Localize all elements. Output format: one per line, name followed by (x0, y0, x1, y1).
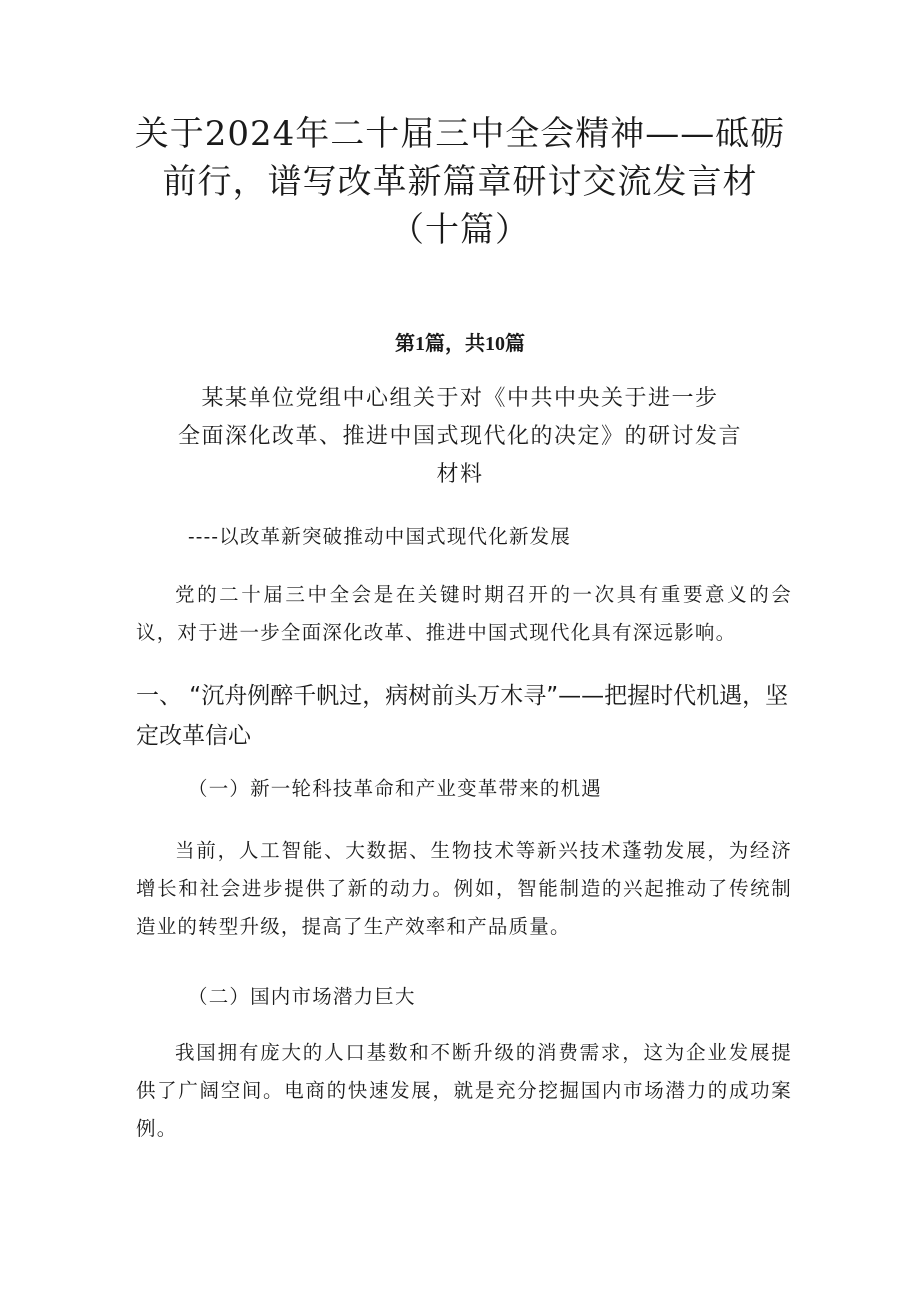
title-line-3: （十篇） (390, 210, 530, 250)
intro-paragraph: 党的二十届三中全会是在关键时期召开的一次具有重要意义的会议，对于进一步全面深化改革、推进中国式现代化具有深远影响。 (136, 583, 792, 644)
subsection-heading-1: （一）新一轮科技革命和产业变革带来的机遇 (188, 777, 603, 800)
subsection-heading-2: （二）国内市场潜力巨大 (188, 985, 416, 1008)
title-line-2: 前行，谱写改革新篇章研讨交流发言材 (162, 162, 758, 202)
paragraph-2: 我国拥有庞大的人口基数和不断升级的消费需求，这为企业发展提供了广阔空间。电商的快速发展，就是充分挖掘国内市场潜力的成功案例。 (136, 1041, 792, 1140)
paragraph-1: 当前，人工智能、大数据、生物技术等新兴技术蓬勃发展，为经济增长和社会进步提供了新的动力。例如，智能制造的兴起推动了传统制造业的转型升级，提高了生产效率和产品质量。 (136, 839, 792, 938)
tagline: ----以改革新突破推动中国式现代化新发展 (188, 525, 572, 548)
subtitle-line-1: 某某单位党组中心组关于对《中共中央关于进一步 (201, 386, 719, 411)
part-header: 第1篇，共10篇 (395, 333, 525, 355)
section-heading: 一、 “沉舟例醉千帆过，病树前头万木寻”——把握时代机遇，坚定改革信心 (136, 683, 789, 749)
document-subtitle (150, 380, 770, 494)
title-line-1: 关于2024年二十届三中全会精神——砥砺 (134, 114, 786, 154)
subtitle-line-3: 材料 (436, 462, 484, 487)
document-title (120, 110, 800, 254)
subtitle-line-2: 全面深化改革、推进中国式现代化的决定》的研讨发言 (177, 424, 742, 449)
